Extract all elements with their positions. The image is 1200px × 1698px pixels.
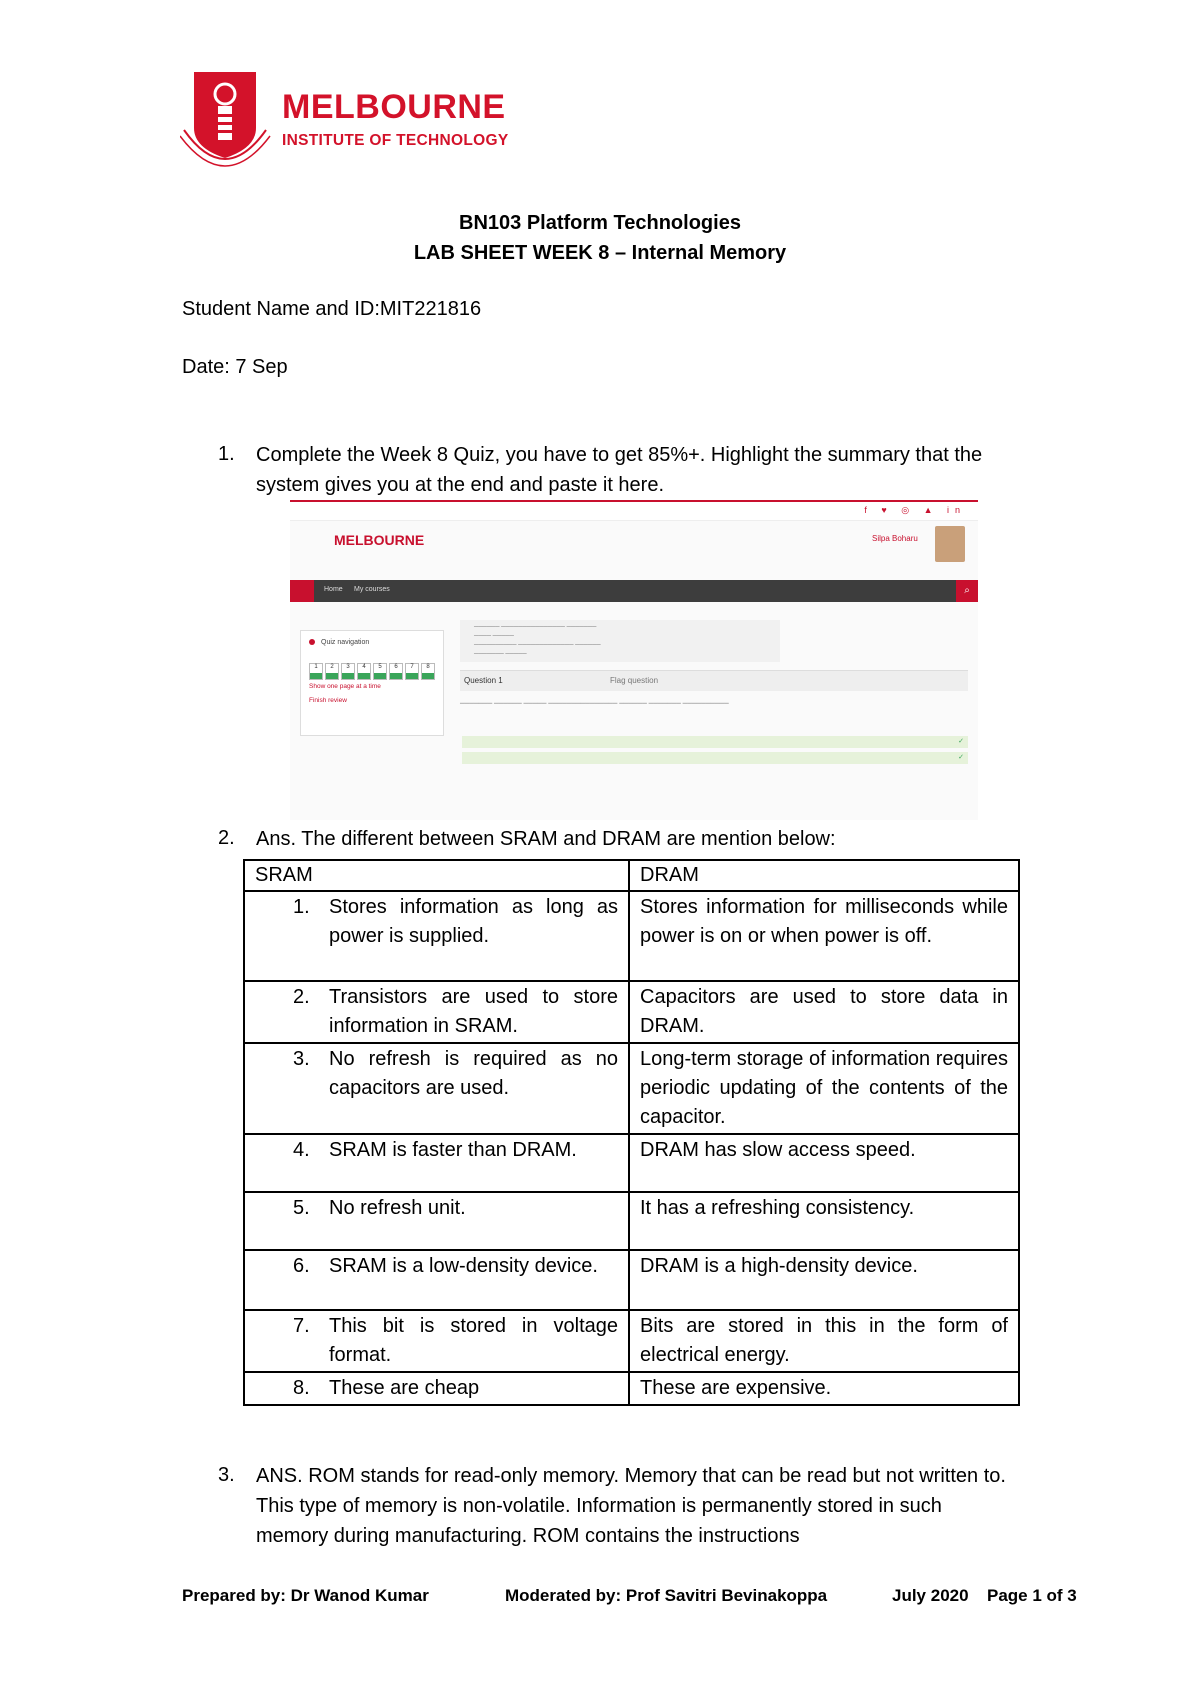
sram-text: Transistors are used to store information in SRAM. xyxy=(329,986,618,1037)
footer-moderated: Moderated by: Prof Savitri Bevinakoppa xyxy=(505,1586,828,1605)
answer-option xyxy=(462,768,968,780)
quiz-navigation-box xyxy=(300,630,444,736)
row-number: 3. xyxy=(293,1048,310,1070)
table-row xyxy=(244,1372,1019,1405)
screenshot-brand: MELBOURNE xyxy=(334,532,425,548)
sram-text: SRAM is a low-density device. xyxy=(329,1255,598,1277)
table-row xyxy=(244,1250,1019,1310)
question-cell: 8 xyxy=(421,663,435,680)
question-cell: 7 xyxy=(405,663,419,680)
search-icon: ⌕ xyxy=(956,580,978,602)
summary-row: ─────── ───── xyxy=(474,651,527,657)
flag-question: Flag question xyxy=(610,676,659,685)
summary-row: ────────── ───────────── ────── xyxy=(474,642,601,648)
sram-cell xyxy=(244,1043,629,1134)
social-icons: f ♥ ◎ ▲ in xyxy=(864,505,966,515)
quiz-nav-title: Quiz navigation xyxy=(321,639,370,646)
quiz-dot-icon xyxy=(309,639,315,645)
question-cell: 3 xyxy=(341,663,355,680)
dram-cell: Long-term storage of information requires periodic updating of the contents of the capacitor. xyxy=(629,1043,1019,1134)
question-cell: 5 xyxy=(373,663,387,680)
footer-date: July 2020 xyxy=(892,1586,969,1605)
sram-text: No refresh is required as no capacitors are used. xyxy=(329,1048,618,1099)
answer-option xyxy=(462,752,968,764)
shield-emblem xyxy=(180,72,270,166)
sram-cell xyxy=(244,891,629,981)
sram-cell xyxy=(244,1134,629,1192)
sram-text: These are cheap xyxy=(329,1377,480,1399)
q2-number: 2. xyxy=(218,827,235,849)
screenshot-user: Silpa Boharu xyxy=(872,534,918,543)
row-number: 6. xyxy=(293,1255,310,1277)
question-cell: 6 xyxy=(389,663,403,680)
q3-text: ANS. ROM stands for read-only memory. Memory that can be read but not written to. This type of memory is non-volatile. Information is permanently stored in such memory during manufacturing. ROM contains the instructions xyxy=(256,1465,1006,1547)
finish-review-link: Finish review xyxy=(309,697,347,704)
header-sram: SRAM xyxy=(244,860,629,891)
show-one-page-link: Show one page at a time xyxy=(309,683,381,690)
question-header xyxy=(460,670,968,691)
table-header-row xyxy=(244,860,1019,891)
footer-page: Page 1 of 3 xyxy=(987,1586,1077,1605)
dram-cell: Stores information for milliseconds while power is on or when power is off. xyxy=(629,891,1019,981)
question-cell: 2 xyxy=(325,663,339,680)
check-icon: ✓ xyxy=(958,738,964,745)
quiz-summary-screenshot xyxy=(290,500,978,820)
date-line: Date: 7 Sep xyxy=(182,356,288,378)
table-row xyxy=(244,1310,1019,1372)
footer-prepared: Prepared by: Dr Wanod Kumar xyxy=(182,1586,429,1605)
nav-home-tab xyxy=(290,580,314,602)
sram-text: Stores information as long as power is supplied. xyxy=(329,896,618,947)
dram-cell: These are expensive. xyxy=(629,1372,1019,1405)
table-row xyxy=(244,981,1019,1043)
table-row xyxy=(244,1192,1019,1250)
sram-cell xyxy=(244,1192,629,1250)
header-dram: DRAM xyxy=(629,860,1019,891)
screenshot-topbar xyxy=(290,502,978,521)
student-name-id: Student Name and ID:MIT221816 xyxy=(182,298,482,320)
dram-cell: Capacitors are used to store data in DRAM. xyxy=(629,981,1019,1043)
q2-intro: Ans. The different between SRAM and DRAM are mention below: xyxy=(256,828,836,850)
answer-option xyxy=(462,736,968,748)
sram-cell xyxy=(244,1250,629,1310)
summary-row: ──── ───── xyxy=(474,633,514,639)
question-label: Question 1 xyxy=(464,676,503,685)
sram-text: No refresh unit. xyxy=(329,1197,466,1219)
row-number: 7. xyxy=(293,1315,310,1337)
lab-title: LAB SHEET WEEK 8 – Internal Memory xyxy=(413,242,787,264)
sram-dram-table xyxy=(243,859,1020,1406)
question-cell: 4 xyxy=(357,663,371,680)
sram-cell xyxy=(244,1372,629,1405)
dram-cell: It has a refreshing consistency. xyxy=(629,1192,1019,1250)
question-prompt: ─────── ────── ───── ─────────────── ────── ─────── ────────── xyxy=(460,700,729,707)
row-number: 2. xyxy=(293,986,310,1008)
sram-text: This bit is stored in voltage format. xyxy=(329,1315,618,1366)
q1-text: Complete the Week 8 Quiz, you have to get 85%+. Highlight the summary that the system gives you at the end and paste it here. xyxy=(256,444,983,496)
quiz-summary-panel xyxy=(460,620,780,662)
check-icon: ✓ xyxy=(958,754,964,761)
nav-courses: My courses xyxy=(354,586,390,593)
sram-cell xyxy=(244,1310,629,1372)
q1-number: 1. xyxy=(218,443,235,465)
row-number: 1. xyxy=(293,896,310,918)
dram-cell: DRAM has slow access speed. xyxy=(629,1134,1019,1192)
user-avatar xyxy=(935,526,965,562)
row-number: 8. xyxy=(293,1377,310,1399)
row-number: 5. xyxy=(293,1197,310,1219)
screenshot-navbar xyxy=(290,580,978,602)
sram-cell xyxy=(244,981,629,1043)
course-title: BN103 Platform Technologies xyxy=(459,212,741,234)
answer-option xyxy=(462,784,968,796)
logo-name: MELBOURNE xyxy=(282,88,506,126)
q3-number: 3. xyxy=(218,1464,235,1486)
logo-subtitle: INSTITUTE OF TECHNOLOGY xyxy=(282,132,509,149)
question-cells xyxy=(309,655,437,680)
question-cell: 1 xyxy=(309,663,323,680)
nav-home: Home xyxy=(324,586,343,593)
dram-cell: DRAM is a high-density device. xyxy=(629,1250,1019,1310)
table-row xyxy=(244,1134,1019,1192)
table-row xyxy=(244,891,1019,981)
row-number: 4. xyxy=(293,1139,310,1161)
table-row xyxy=(244,1043,1019,1134)
sram-text: SRAM is faster than DRAM. xyxy=(329,1139,577,1161)
dram-cell: Bits are stored in this in the form of electrical energy. xyxy=(629,1310,1019,1372)
summary-row: ────── ─────────────── ─────── xyxy=(474,624,597,630)
